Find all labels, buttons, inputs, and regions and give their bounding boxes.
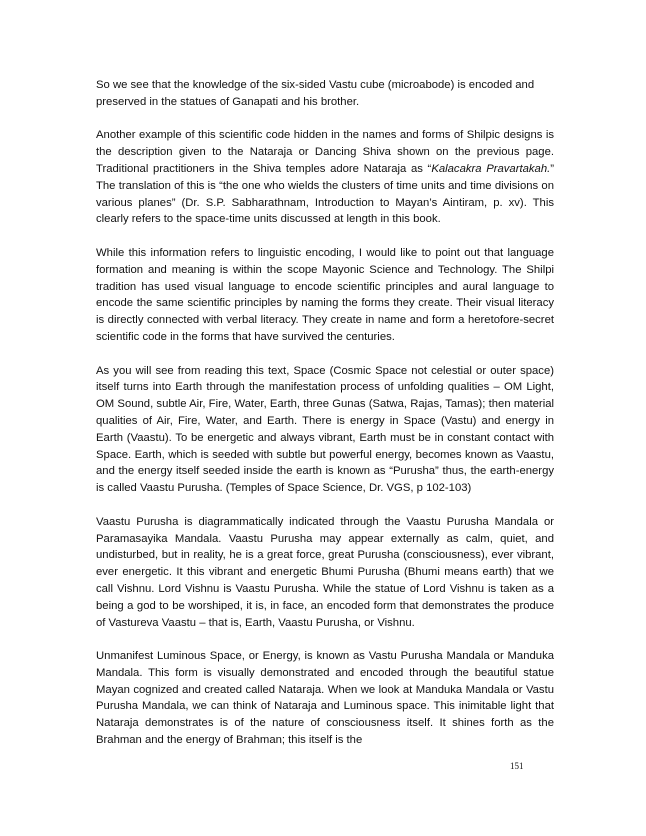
paragraph-2 [96,127,554,228]
paragraph-6: Unmanifest Luminous Space, or Energy, is known as Vastu Purusha Mandala or Manduka Mandala. This form is visually demonstrated and encoded through the beautiful statue Mayan cognized and created called Nataraja. When we look at Manduka Mandala or Vastu Purusha Mandala, we can think of Nataraja and Luminous space. This inimitable light that Nataraja demonstrates is of the nature of consciousness itself. It shines forth as the Brahman and the energy of Brahman; this itself is the [96,650,554,747]
paragraph-5: Vaastu Purusha is diagrammatically indicated through the Vaastu Purusha Mandala or Paramasayika Mandala. Vaastu Purusha may appear externally as calm, quiet, and undisturbed, but in reality, he is a great force, great Purusha (consciousness), ever vibrant, ever energetic. It this vibrant and energetic Bhumi Purusha (Bhumi means earth) that we call Vishnu. Lord Vishnu is Vaastu Purusha. While the statue of Lord Vishnu is taken as a being a god to be worshiped, it is, in face, an encoded form that demonstrates the produce of Vastureva Vaastu – that is, Earth, Vaastu Purusha, or Vishnu. [96,515,554,629]
paragraph-2-text-start: Another example of this scientific code hidden in the names and forms of Shilpic designs is the description given to the Nataraja or Dancing Shiva shown on the previous page. Traditional practitioners in the Shiva temples adore Nataraja as “ [96,129,554,175]
paragraph-1: So we see that the knowledge of the six-sided Vastu cube (microabode) is encoded and preserved in the statues of Ganapati and his brother. [96,79,535,108]
body-text [96,77,554,766]
paragraph-3: While this information refers to linguistic encoding, I would like to point out that language formation and meaning is within the scope Mayonic Science and Technology. The Shilpi tradition has used visual language to encode scientific principles and aural language to encode the same scientific principles by naming the forms they create. Their visual literacy is directly connected with verbal literacy. They create in name and form a heretofore-secret scientific code in the forms that have survived the centuries. [96,246,554,343]
paragraph-4: As you will see from reading this text, Space (Cosmic Space not celestial or outer space) itself turns into Earth through the manifestation process of unfolding qualities – OM Light, OM Sound, subtle Air, Fire, Water, Earth, three Gunas (Satwa, Rajas, Tamas); then material qualities of Air, Fire, Water, and Earth. There is energy in Space (Vastu) and energy in Earth (Vaastu). To be energetic and always vibrant, Earth must be in constant contact with Space. Earth, which is seeded with subtle but powerful energy, becomes known as Vaastu, and the energy itself seeded inside the earth is known as “Purusha” thus, the earth-energy is called Vaastu Purusha. (Temples of Space Science, Dr. VGS, p 102-103) [96,364,554,495]
paragraph-2-text-end: ” The translation of this is “the one who wields the clusters of time units and time divisions on various planes” (Dr. S.P. Sabharathnam, Introduction to Mayan’s Aintiram, p. xv). This clearly refers to the space-time units discussed at length in this book. [96,162,555,226]
paragraph-2-italic-phrase: Kalacakra Pravartakah. [431,162,551,175]
page-number: 151 [510,761,524,771]
